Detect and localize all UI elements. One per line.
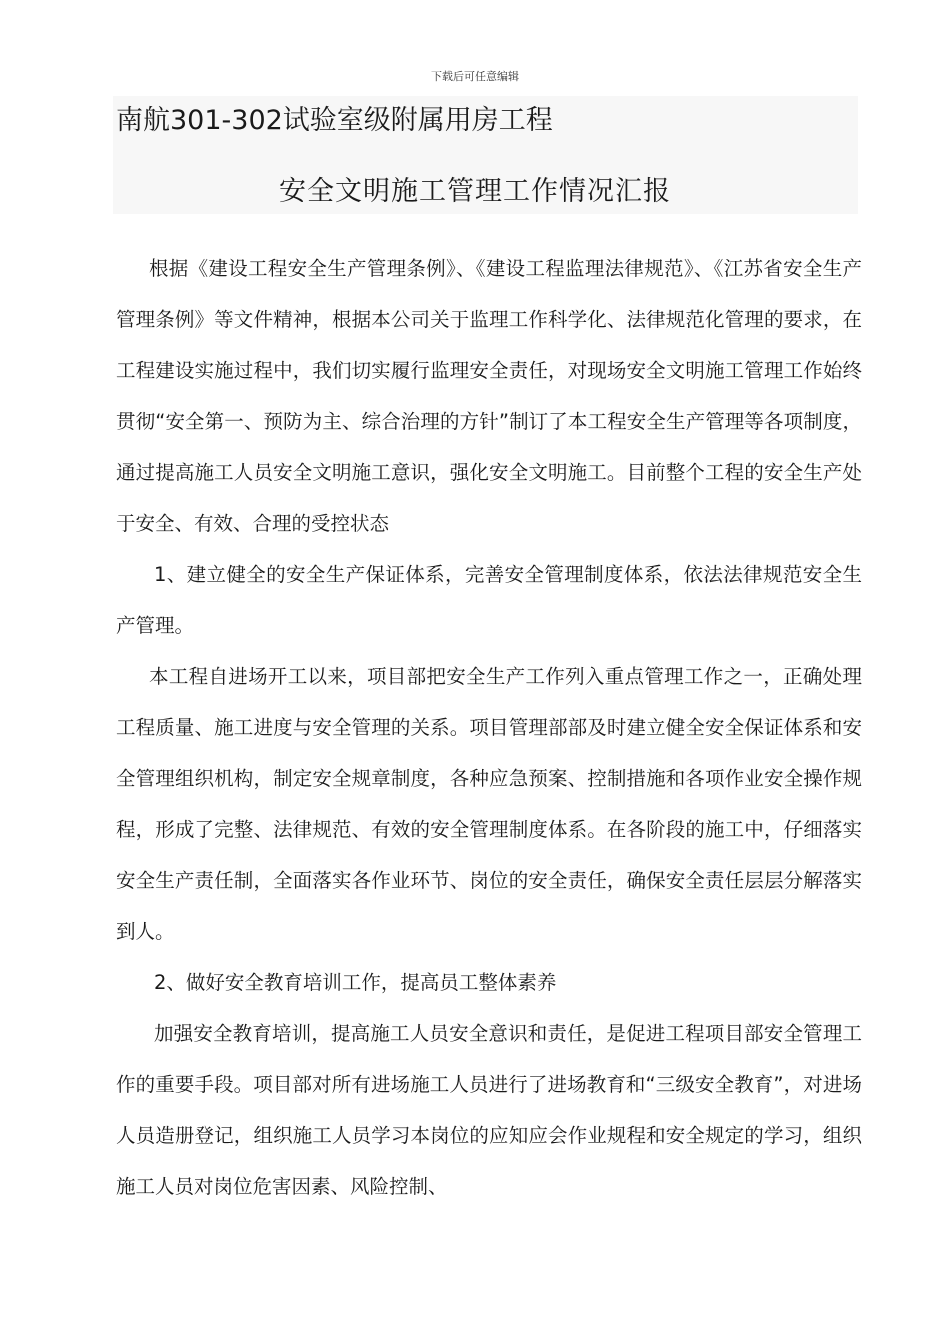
paragraph-intro: 根据《建设工程安全生产管理条例》、《建设工程监理法律规范》、《江苏省安全生产管理条例》等文件精神，根据本公司关于监理工作科学化、法律规范化管理的要求，在工程建设实施过程中，我们切实履行监理安全责任，对现场安全文明施工管理工作始终贯彻“安全第一、预防为主、综合治理的方针”制订了本工程安全生产管理等各项制度，通过提高施工人员安全文明施工意识，强化安全文明施工。目前整个工程的安全生产处于安全、有效、合理的受控状态: [116, 257, 862, 535]
header-note: 下载后可任意编辑: [431, 70, 519, 83]
document-subtitle: 安全文明施工管理工作情况汇报: [279, 176, 671, 207]
paragraph-section-1: 本工程自进场开工以来，项目部把安全生产工作列入重点管理工作之一，正确处理工程质量、施工进度与安全管理的关系。项目管理部部及时建立健全安全保证体系和安全管理组织机构，制定安全规章制度，各种应急预案、控制措施和各项作业安全操作规程，形成了完整、法律规范、有效的安全管理制度体系。在各阶段的施工中，仔细落实安全生产责任制，全面落实各作业环节、岗位的安全责任，确保安全责任层层分解落实到人。: [116, 665, 862, 943]
section-heading-1: 1、建立健全的安全生产保证体系，完善安全管理制度体系，依法法律规范安全生产管理。: [116, 563, 862, 637]
document-title: 南航301-302试验室级附属用房工程: [116, 105, 553, 136]
paragraph-section-2: 加强安全教育培训，提高施工人员安全意识和责任，是促进工程项目部安全管理工作的重要手段。项目部对所有进场施工人员进行了进场教育和“三级安全教育”，对进场人员造册登记，组织施工人员学习本岗位的应知应会作业规程和安全规定的学习，组织施工人员对岗位危害因素、风险控制、: [116, 1022, 862, 1198]
document-body: [116, 243, 862, 1212]
section-heading-2: 2、做好安全教育培训工作，提高员工整体素养: [154, 971, 557, 994]
